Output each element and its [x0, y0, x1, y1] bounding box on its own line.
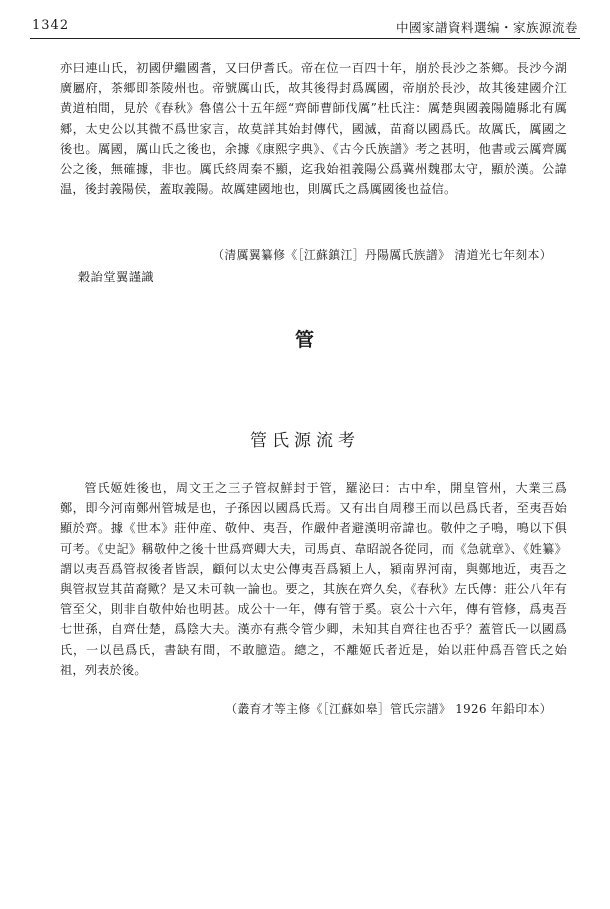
surname-heading: 管: [294, 329, 315, 351]
guan-clan-source-citation: （叢育才等主修《［江蘇如皋］管氏宗譜》 1926 年鉛印本）: [225, 702, 552, 716]
book-title: 中國家譜資料選编・家族源流卷: [395, 20, 578, 35]
li-clan-source-citation: （清厲翼纂修《［江蘇鎮江］丹陽厲氏族譜》 清道光七年刻本）: [212, 248, 552, 262]
section-title: 管氏源流考: [250, 431, 360, 451]
page-number: 1342: [32, 18, 70, 33]
author-signature: 穀詒堂翼謹識: [78, 270, 155, 284]
li-clan-origin-paragraph: 亦曰連山氏，初國伊繼國耆，又曰伊耆氏。帝在位一百四十年，崩於長沙之茶鄉。長沙今湖廣屬府，茶郷即茶陵州也。帝號厲山氏，故其後得封爲厲國，帝崩於長沙，故其後建國介江黄道柏間，見於《春秋》魯僖公十五年經“齊師曹師伐厲”杜氏注：厲楚與國義陽隨縣北有厲郷，太史公以其微不爲世家言，故莫詳其始封傳代，國滅，苗裔以國爲氏。故厲氏，厲國之後也。厲國，厲山氏之後也，余據《康熙字典》、《古今氏族譜》考之甚明，他書或云厲齊厲公之後，無確據，非也。厲氏終周秦不顯，迄我始祖義陽公爲冀州魏郡太守，顯於漢。公諱温，後封義陽侯，蓋取義陽。故厲建國地也，則厲氏之爲厲國後也益信。: [60, 61, 567, 197]
page-header: [30, 16, 580, 39]
guan-clan-origin-paragraph: 管氏姬姓後也，周文王之三子管叔鮮封于管，羅泌曰：古中牟，開皇管州，大業三爲鄭，即今河南鄭州管城是也，子孫因以國爲氏焉。又有出自周穆王而以邑爲氏者，至夷吾始顯於齊。據《世本》莊仲産、敬仲、夷吾，作嚴仲者避漢明帝諱也。敬仲之子鳴，鳴以下俱可考。《史記》稱敬仲之後十世爲齊卿大夫，司馬貞、韋昭説各從同，而《急就章》、《姓纂》謂以夷吾爲管叔後者皆誤，顧何以太史公傳夷吾爲潁上人，潁南界河南，與鄭地近，夷吾之與管叔豈其苗裔歟？是又未可執一論也。要之，其族在齊久矣，《春秋》左氏傳：莊公八年有管至父，則非自敬仲始也明甚。成公十一年，傳有管于奚。哀公十六年，傳有管修，爲夷吾七世孫，自齊仕楚，爲陰大夫。漢亦有燕令管少卿，未知其自齊往也否乎？蓋管氏一以國爲氏，一以邑爲氏，書缺有間，不敢臆造。總之，不離姬氏者近是，始以莊仲爲吾管氏之始祖，列表於後。: [60, 481, 567, 677]
